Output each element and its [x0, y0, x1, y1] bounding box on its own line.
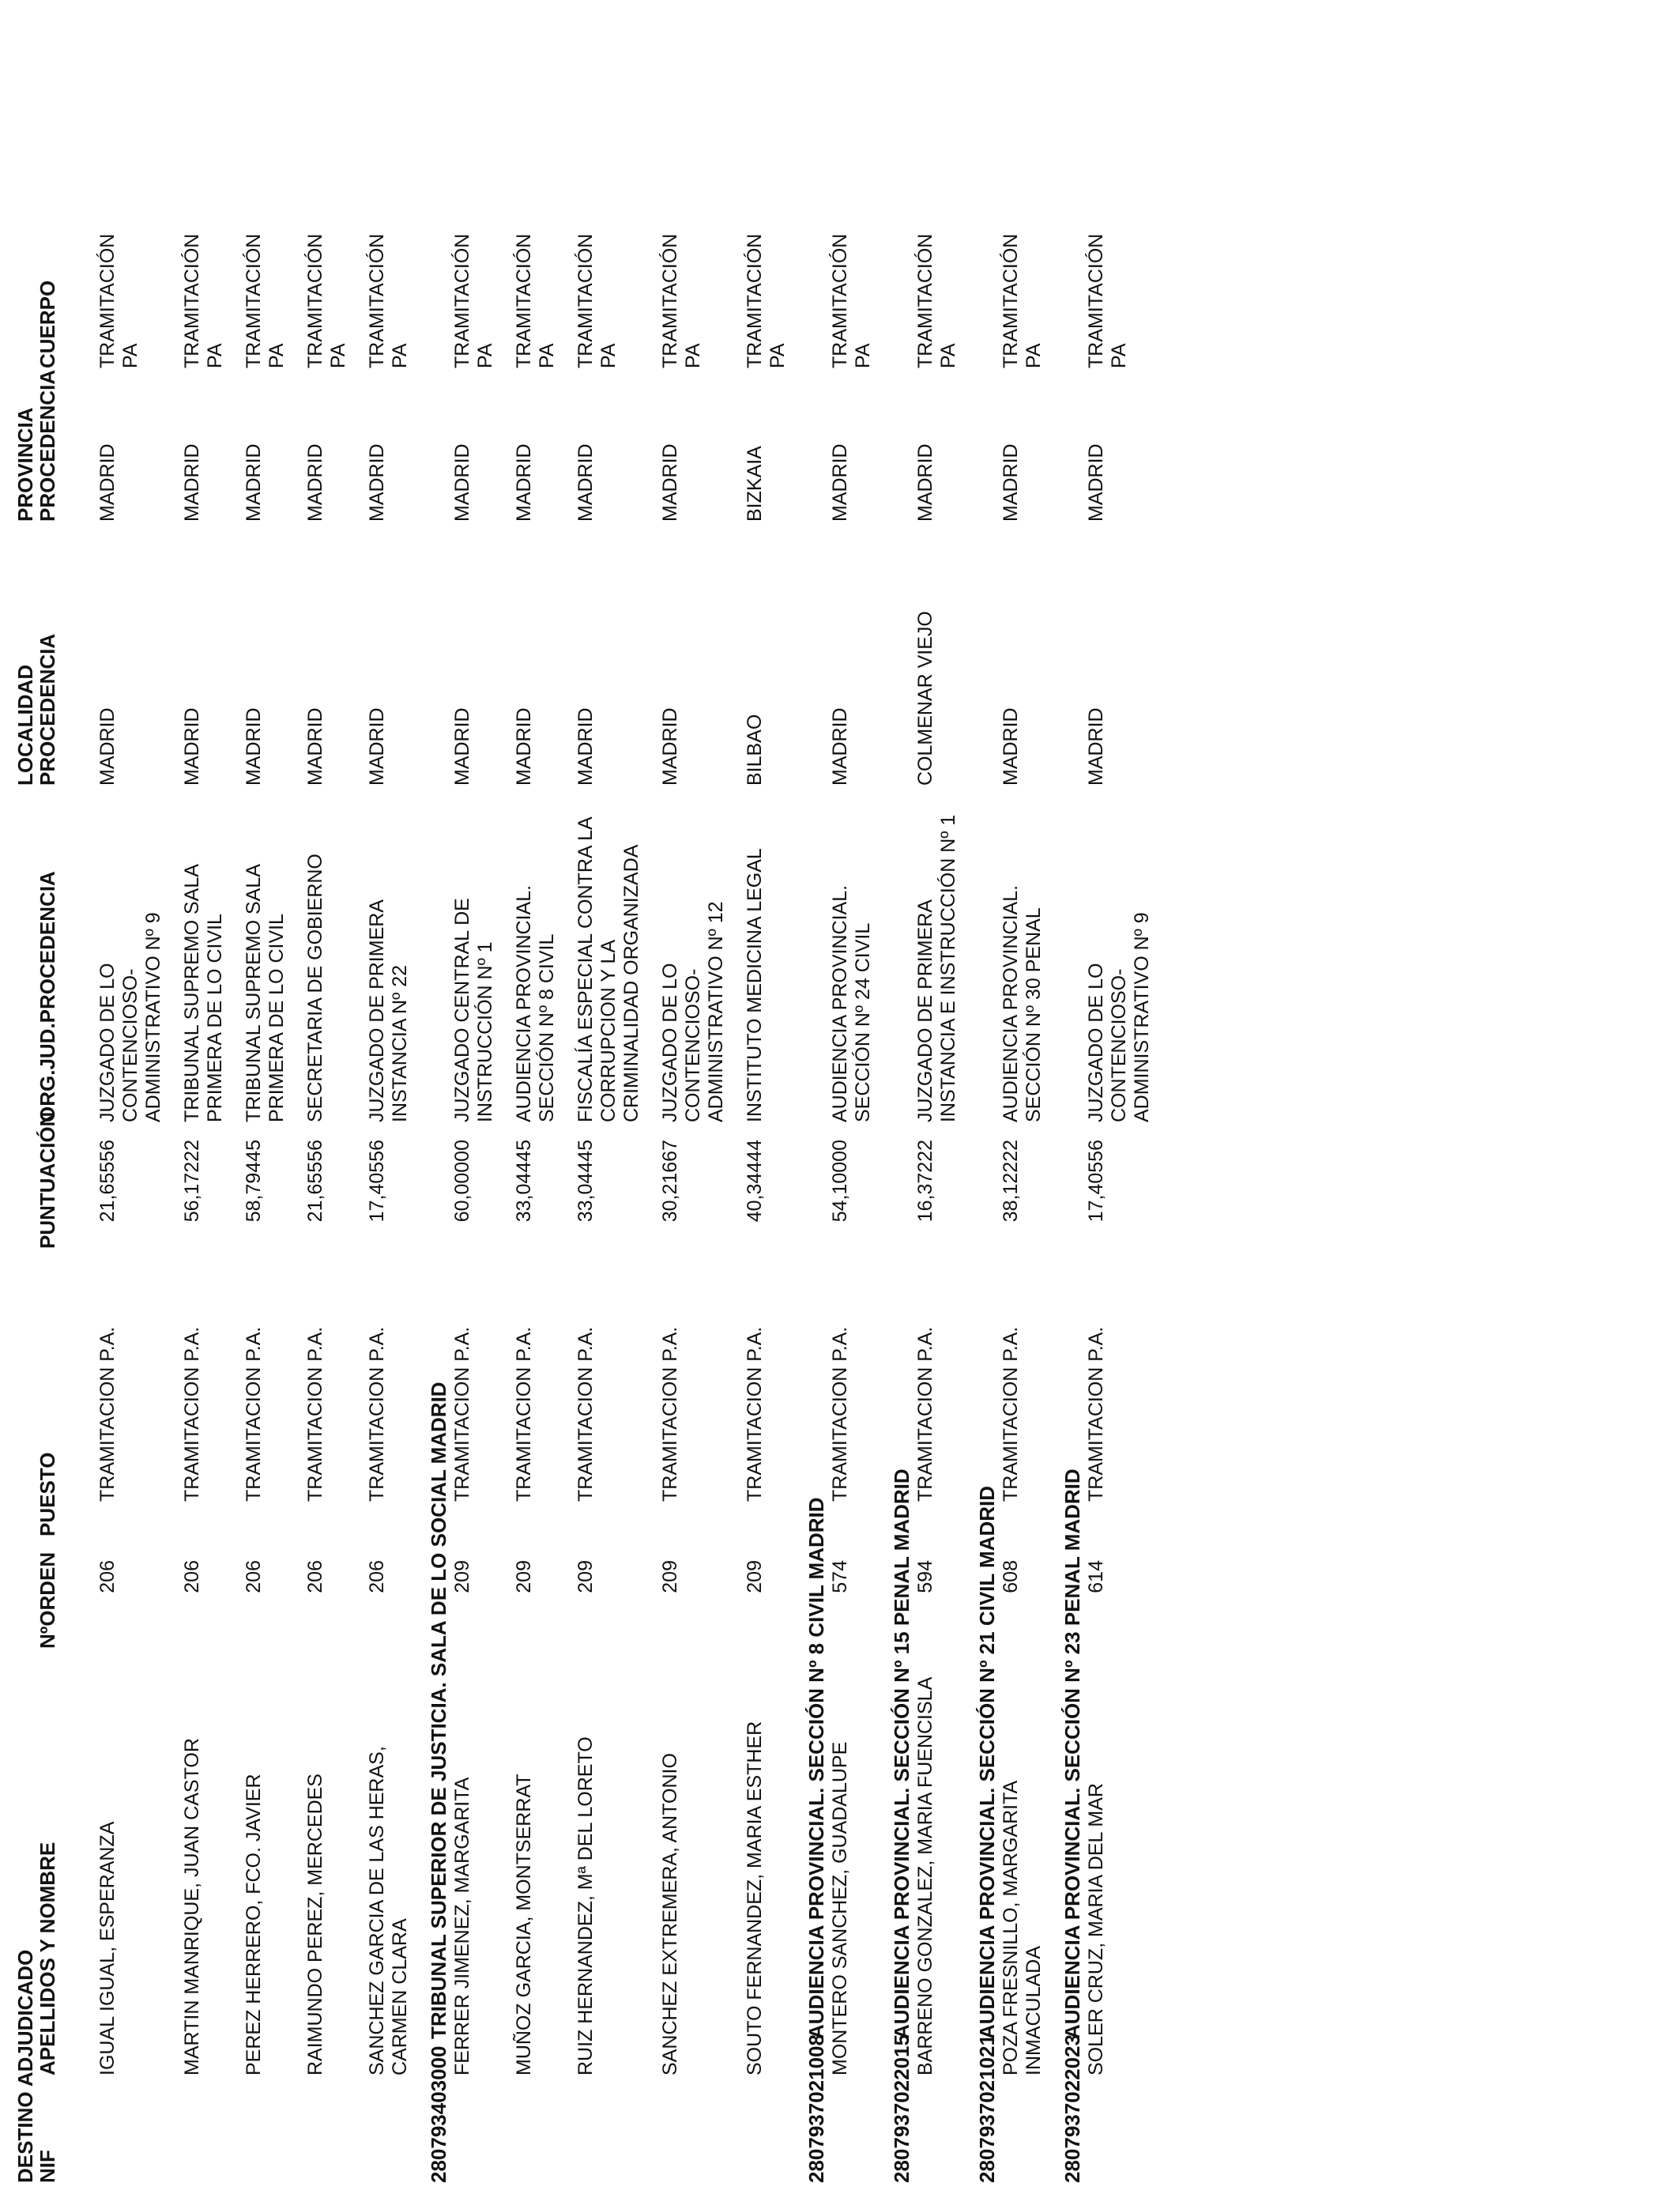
cell-cuerpo: TRAMITACIÓN PA	[243, 233, 288, 368]
cell-provincia: BIZKAIA	[744, 446, 766, 522]
cell-provincia: MADRID	[914, 443, 936, 522]
cell-puesto: TRAMITACION P.A.	[744, 1326, 766, 1502]
destination-name: AUDIENCIA PROVINCIAL. SECCIÓN Nº 23 PENAL MADRID	[1060, 1468, 1084, 2039]
cell-nombre: SOLER CRUZ, MARIA DEL MAR	[1085, 1783, 1107, 2075]
cell-nombre: IGUAL IGUAL, ESPERANZA	[96, 1821, 119, 2075]
cell-puesto: TRAMITACION P.A.	[829, 1326, 851, 1502]
cell-cuerpo: TRAMITACIÓN PA	[513, 233, 558, 368]
cell-puesto: TRAMITACION P.A.	[659, 1326, 681, 1502]
cell-orden: 614	[1085, 1560, 1107, 1593]
cell-cuerpo: TRAMITACIÓN PA	[744, 233, 789, 368]
cell-nombre: RUIZ HERNANDEZ, Mª DEL LORETO	[574, 1736, 597, 2075]
cell-nombre: MONTERO SANCHEZ, GUADALUPE	[829, 1741, 851, 2075]
header-puntuacion: PUNTUACIÓN	[36, 1111, 59, 1249]
cell-orden: 206	[181, 1560, 203, 1593]
destination-name: AUDIENCIA PROVINCIAL. SECCIÓN Nº 21 CIVIL MADRID	[975, 1485, 999, 2039]
cell-provincia: MADRID	[96, 443, 119, 522]
cell-puesto: TRAMITACION P.A.	[513, 1326, 535, 1502]
cell-cuerpo: TRAMITACIÓN PA	[574, 233, 620, 368]
cell-puesto: TRAMITACION P.A.	[243, 1326, 265, 1502]
cell-orden: 574	[829, 1560, 851, 1593]
cell-nombre: FERRER JIMENEZ, MARGARITA	[451, 1777, 473, 2075]
cell-puntuacion: 60,00000	[451, 1140, 473, 1223]
cell-provincia: MADRID	[451, 443, 473, 522]
cell-cuerpo: TRAMITACIÓN PA	[366, 233, 411, 368]
cell-localidad: COLMENAR VIEJO	[914, 611, 936, 786]
cell-orden: 206	[304, 1560, 326, 1593]
cell-puntuacion: 38,12222	[1000, 1140, 1022, 1223]
cell-provincia: MADRID	[181, 443, 203, 522]
page-title: DESTINO ADJUDICADO	[13, 1949, 37, 2183]
cell-localidad: MADRID	[96, 707, 119, 786]
cell-orden: 209	[659, 1560, 681, 1593]
cell-orden: 206	[243, 1560, 265, 1593]
cell-nombre: BARRENO GONZALEZ, MARIA FUENCISLA	[914, 1676, 936, 2075]
cell-puesto: TRAMITACION P.A.	[1085, 1326, 1107, 1502]
cell-nombre: SOUTO FERNANDEZ, MARIA ESTHER	[744, 1721, 766, 2075]
cell-localidad: MADRID	[574, 707, 597, 786]
cell-localidad: MADRID	[451, 707, 473, 786]
cell-localidad: MADRID	[829, 707, 851, 786]
cell-organo: JUZGADO DE PRIMERA INSTANCIA E INSTRUCCIÓN Nº 1	[914, 814, 959, 1122]
cell-organo: JUZGADO DE LO CONTENCIOSO- ADMINISTRATIVO Nº 9	[96, 912, 164, 1122]
cell-puesto: TRAMITACION P.A.	[574, 1326, 597, 1502]
cell-puntuacion: 21,65556	[96, 1140, 119, 1223]
cell-cuerpo: TRAMITACIÓN PA	[1085, 233, 1130, 368]
cell-puesto: TRAMITACION P.A.	[914, 1326, 936, 1502]
header-provincia: PROVINCIA PROCEDENCIA	[13, 369, 59, 522]
cell-orden: 209	[451, 1560, 473, 1593]
cell-puntuacion: 17,40556	[366, 1140, 388, 1223]
cell-cuerpo: TRAMITACIÓN PA	[914, 233, 959, 368]
header-organo: ORG.JUD.PROCEDENCIA	[36, 871, 59, 1122]
destination-nif: 2807937022023	[1060, 2034, 1084, 2183]
cell-localidad: MADRID	[1085, 707, 1107, 786]
cell-orden: 206	[96, 1560, 119, 1593]
cell-puntuacion: 17,40556	[1085, 1140, 1107, 1223]
cell-nombre: MUÑOZ GARCIA, MONTSERRAT	[513, 1774, 535, 2075]
cell-organo: FISCALÍA ESPECIAL CONTRA LA CORRUPCION Y LA CRIMINALIDAD ORGANIZADA	[574, 816, 642, 1122]
cell-nombre: SANCHEZ EXTREMERA, ANTONIO	[659, 1753, 681, 2075]
header-norden: NºORDEN	[36, 1551, 59, 1649]
cell-provincia: MADRID	[829, 443, 851, 522]
cell-localidad: MADRID	[1000, 707, 1022, 786]
cell-provincia: MADRID	[659, 443, 681, 522]
cell-organo: JUZGADO DE LO CONTENCIOSO- ADMINISTRATIVO Nº 12	[659, 901, 727, 1122]
cell-orden: 594	[914, 1560, 936, 1593]
cell-puesto: TRAMITACION P.A.	[451, 1326, 473, 1502]
cell-localidad: MADRID	[366, 707, 388, 786]
cell-provincia: MADRID	[574, 443, 597, 522]
cell-organo: JUZGADO DE PRIMERA INSTANCIA Nº 22	[366, 899, 411, 1122]
cell-provincia: MADRID	[1000, 443, 1022, 522]
cell-puntuacion: 33,04445	[574, 1140, 597, 1223]
cell-organo: AUDIENCIA PROVINCIAL. SECCIÓN Nº 8 CIVIL	[513, 884, 558, 1122]
cell-provincia: MADRID	[243, 443, 265, 522]
cell-cuerpo: TRAMITACIÓN PA	[451, 233, 496, 368]
cell-provincia: MADRID	[366, 443, 388, 522]
cell-puesto: TRAMITACION P.A.	[96, 1326, 119, 1502]
cell-orden: 206	[366, 1560, 388, 1593]
cell-orden: 209	[513, 1560, 535, 1593]
header-puesto: PUESTO	[36, 1452, 59, 1536]
cell-cuerpo: TRAMITACIÓN PA	[659, 233, 704, 368]
cell-puntuacion: 56,17222	[181, 1140, 203, 1223]
cell-cuerpo: TRAMITACIÓN PA	[829, 233, 874, 368]
header-nif: NIF	[36, 2150, 59, 2183]
cell-cuerpo: TRAMITACIÓN PA	[96, 233, 141, 368]
destination-nif: 2807937021021	[975, 2034, 999, 2183]
cell-puntuacion: 21,65556	[304, 1140, 326, 1223]
destination-nif: 2807937021008	[804, 2034, 828, 2183]
cell-localidad: MADRID	[513, 707, 535, 786]
cell-provincia: MADRID	[1085, 443, 1107, 522]
cell-puntuacion: 40,34444	[744, 1140, 766, 1223]
cell-puesto: TRAMITACION P.A.	[181, 1326, 203, 1502]
cell-localidad: MADRID	[304, 707, 326, 786]
cell-localidad: MADRID	[243, 707, 265, 786]
cell-organo: TRIBUNAL SUPREMO SALA PRIMERA DE LO CIVIL	[181, 864, 226, 1122]
cell-orden: 209	[744, 1560, 766, 1593]
destination-nif: 2807937022015	[890, 2034, 913, 2183]
cell-puesto: TRAMITACION P.A.	[304, 1326, 326, 1502]
cell-organo: JUZGADO DE LO CONTENCIOSO- ADMINISTRATIVO Nº 9	[1085, 912, 1153, 1122]
cell-organo: AUDIENCIA PROVINCIAL. SECCIÓN Nº 30 PENAL	[1000, 884, 1045, 1122]
cell-organo: INSTITUTO MEDICINA LEGAL	[744, 848, 766, 1122]
cell-orden: 209	[574, 1560, 597, 1593]
cell-organo: SECRETARIA DE GOBIERNO	[304, 854, 326, 1122]
cell-puntuacion: 58,79445	[243, 1140, 265, 1223]
cell-nombre: POZA FRESNILLO, MARGARITA INMACULADA	[1000, 1780, 1045, 2075]
cell-nombre: PEREZ HERRERO, FCO. JAVIER	[243, 1774, 265, 2075]
destination-name: AUDIENCIA PROVINCIAL. SECCIÓN Nº 15 PENAL MADRID	[890, 1468, 913, 2039]
cell-nombre: RAIMUNDO PEREZ, MERCEDES	[304, 1774, 326, 2075]
cell-cuerpo: TRAMITACIÓN PA	[181, 233, 226, 368]
cell-nombre: MARTIN MANRIQUE, JUAN CASTOR	[181, 1738, 203, 2075]
cell-localidad: BILBAO	[744, 714, 766, 786]
cell-puntuacion: 33,04445	[513, 1140, 535, 1223]
cell-puntuacion: 54,10000	[829, 1140, 851, 1223]
header-localidad: LOCALIDAD PROCEDENCIA	[13, 633, 59, 786]
destination-name: TRIBUNAL SUPERIOR DE JUSTICIA. SALA DE LO SOCIAL MADRID	[427, 1382, 450, 2039]
cell-localidad: MADRID	[659, 707, 681, 786]
cell-puesto: TRAMITACION P.A.	[1000, 1326, 1022, 1502]
cell-organo: AUDIENCIA PROVINCIAL. SECCIÓN Nº 24 CIVIL	[829, 884, 874, 1122]
cell-provincia: MADRID	[304, 443, 326, 522]
header-cuerpo: CUERPO	[36, 280, 59, 368]
cell-localidad: MADRID	[181, 707, 203, 786]
cell-cuerpo: TRAMITACIÓN PA	[304, 233, 349, 368]
cell-puntuacion: 16,37222	[914, 1140, 936, 1223]
cell-orden: 608	[1000, 1560, 1022, 1593]
cell-cuerpo: TRAMITACIÓN PA	[1000, 233, 1045, 368]
destination-nif: 280793403000	[427, 2045, 450, 2183]
destination-name: AUDIENCIA PROVINCIAL. SECCIÓN Nº 8 CIVIL MADRID	[804, 1497, 828, 2039]
cell-nombre: SANCHEZ GARCIA DE LAS HERAS, CARMEN CLARA	[366, 1746, 411, 2075]
cell-provincia: MADRID	[513, 443, 535, 522]
cell-organo: JUZGADO CENTRAL DE INSTRUCCIÓN Nº 1	[451, 898, 496, 1122]
cell-puesto: TRAMITACION P.A.	[366, 1326, 388, 1502]
header-apellidos: APELLIDOS Y NOMBRE	[36, 1842, 59, 2075]
cell-puntuacion: 30,21667	[659, 1140, 681, 1223]
cell-organo: TRIBUNAL SUPREMO SALA PRIMERA DE LO CIVIL	[243, 864, 288, 1122]
